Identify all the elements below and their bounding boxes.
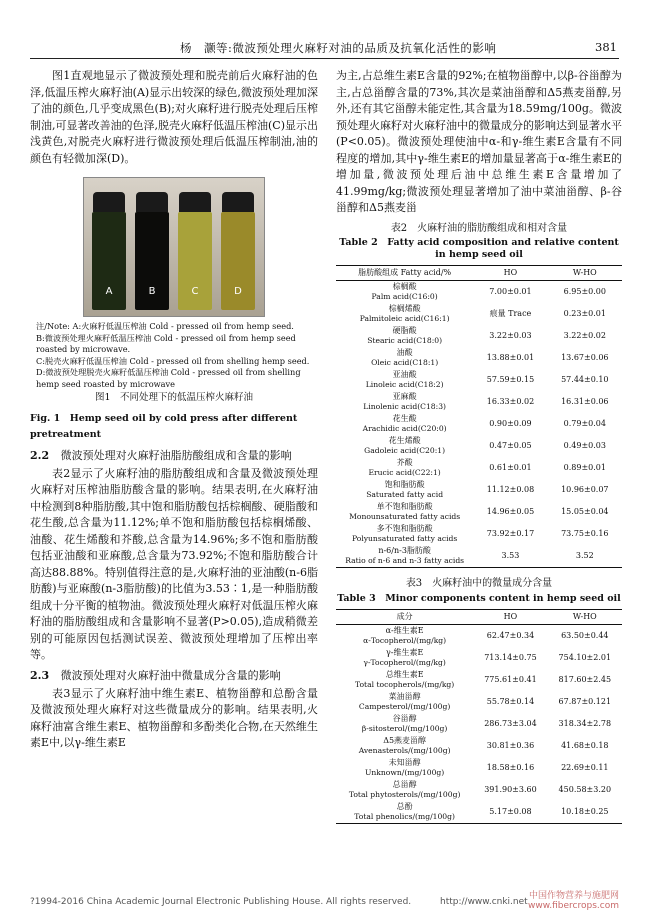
table-2-cell-who: 73.75±0.16	[561, 529, 609, 538]
table-2-row	[336, 501, 622, 523]
table-3-cell-ho: 286.73±3.04	[484, 718, 537, 728]
left-column	[30, 68, 318, 752]
table-2-name-en: Stearic acid(C18:0)	[367, 336, 443, 345]
table-2-cell-name	[336, 369, 473, 391]
table-3-cell-ho: 775.61±0.41	[484, 674, 537, 684]
table-2-cell-name	[336, 347, 473, 369]
table-3-cell-name	[336, 647, 473, 669]
table-2-name-cn: 花生酸	[392, 414, 417, 423]
table-2-cell-name	[336, 479, 473, 501]
note-prefix: 注/Note:	[36, 321, 70, 331]
table-3-name-en: Total phenolics/(mg/100g)	[354, 811, 455, 821]
table-3-name-cn: 总维生素E	[385, 669, 424, 679]
table-2-row	[336, 347, 622, 369]
right-column	[336, 68, 622, 824]
bottle-cap	[136, 192, 168, 212]
table-3-cell-ho: 5.17±0.08	[473, 801, 547, 824]
table-3-cell-name	[336, 757, 473, 779]
figure-1-caption-en: Fig. 1 Hemp seed oil by cold press after different pretreatment	[30, 412, 298, 440]
table-3-row	[336, 624, 622, 647]
table-3-name-cn: 未知甾醇	[388, 757, 421, 767]
table-3-header-who: W-HO	[548, 609, 622, 624]
table-3-title-en: Table 3 Minor components content in hemp seed oil	[337, 592, 621, 604]
note-b: B:微波预处理火麻籽低温压榨油 Cold - pressed oil from hemp seed roasted by microwave.	[36, 332, 296, 354]
table-2-cell-who: 10.96±0.07	[561, 485, 609, 494]
watermark	[528, 891, 619, 911]
table-2-cell-name	[336, 391, 473, 413]
table-2-row	[336, 457, 622, 479]
table-2-cell-ho: 14.96±0.05	[486, 507, 535, 516]
bottle-b	[135, 192, 169, 310]
bottle-a	[92, 192, 126, 310]
table-2-cell-name	[336, 281, 473, 304]
table-2-row	[336, 303, 622, 325]
table-2-name-en: Palm acid(C16:0)	[371, 292, 438, 301]
table-2-name-en: Monounsaturated fatty acids	[349, 512, 461, 521]
section-2-3-title: 微波预处理对火麻籽油中微量成分含量的影响	[60, 668, 281, 682]
table-3-cell-who: 754.10±2.01	[558, 652, 612, 662]
table-2-cell-ho: 痕量 Trace	[489, 309, 532, 318]
bottle-label: C	[191, 285, 199, 297]
table-2-cell-who: 3.22±0.02	[563, 331, 606, 340]
bottle-label: A	[105, 285, 113, 297]
running-title: 杨 灏等:微波预处理火麻籽对油的品质及抗氧化活性的影响	[180, 41, 497, 55]
table-2-header-ho: HO	[473, 266, 547, 281]
table-3-cell-ho: 55.78±0.14	[486, 696, 535, 706]
table-3-cell-name	[336, 735, 473, 757]
table-3-cell-name	[336, 669, 473, 691]
table-3-name-en: β-sitosterol/(mg/100g)	[361, 723, 448, 733]
table-2-cell-who: 15.05±0.04	[561, 507, 609, 516]
figure-1-caption-cn: 图1 不同处理下的低温压榨火麻籽油	[94, 392, 254, 403]
table-3-cell-who: 41.68±0.18	[561, 740, 609, 750]
table-3-row	[336, 691, 622, 713]
table-2-name-en: Arachidic acid(C20:0)	[362, 424, 447, 433]
table-2-cell-ho: 3.22±0.03	[489, 331, 532, 340]
table-2-name-cn: 棕榈酸	[392, 282, 417, 291]
table-2-cell-who: 0.23±0.01	[563, 309, 606, 318]
table-3-header-ho: HO	[473, 609, 547, 624]
table-3-cell-name	[336, 624, 473, 647]
bottle-label: D	[234, 285, 242, 297]
table-2-name-cn: 棕榈烯酸	[388, 304, 421, 313]
table-2-cell-who: 3.52	[548, 545, 622, 568]
table-2-name-en: Erucic acid(C22:1)	[368, 468, 441, 477]
table-2-cell-who: 6.95±0.00	[563, 287, 606, 296]
table-2-row	[336, 325, 622, 347]
section-2-2-title: 微波预处理对火麻籽油脂肪酸组成和含量的影响	[60, 448, 292, 462]
bottle-cap	[179, 192, 211, 212]
table-3-cell-ho: 713.14±0.75	[484, 652, 537, 662]
table-2-name-cn: n-6/n-3脂肪酸	[378, 546, 431, 555]
table-2-name-cn: 亚麻酸	[392, 392, 417, 401]
table-2-name-en: Linolenic acid(C18:3)	[363, 402, 446, 411]
table-2-cell-who: 13.67±0.06	[561, 353, 609, 362]
table-3-cell-ho: 62.47±0.34	[486, 630, 535, 640]
table-2-cell-ho: 0.47±0.05	[489, 441, 532, 450]
note-a: A:火麻籽低温压榨油 Cold - pressed oil from hemp seed.	[72, 321, 294, 331]
table-3-name-en: α-Tocopherol/(mg/kg)	[363, 635, 447, 645]
table-2-row	[336, 281, 622, 304]
table-2-name-en: Saturated fatty acid	[366, 490, 444, 499]
table-3-name-cn: 总酚	[396, 801, 413, 811]
table-2-name-cn: 花生烯酸	[388, 436, 421, 445]
table-2-cell-who: 16.31±0.06	[561, 397, 609, 406]
page-footer	[30, 891, 619, 911]
table-3-name-cn: 谷甾醇	[392, 713, 417, 723]
table-3-row	[336, 669, 622, 691]
table-2-cell-ho: 7.00±0.01	[489, 287, 532, 296]
right-top-paragraph: 为主,占总维生素E含量的92%;在植物甾醇中,以β-谷甾醇为主,占总甾醇含量的73%,其次是菜油甾醇和Δ5燕麦甾醇,另外,还有其它甾醇未能定性,其含量为18.59mg/100g。微波预处理火麻籽对火麻籽油中的微量成分的影响达到显著水平(P<0.05)。微波预处理使油中α-和γ-维生素E含量有不同程度的增加,其中γ-维生素E的增加量显著高于α-维生素E的增加量,微波预处理后油中总维生素E含量增加了41.99mg/kg;微波预处理显著增加了油中菜油甾醇、β-谷甾醇和Δ5燕麦甾	[336, 69, 622, 214]
table-2-name-en: Polyunsaturated fatty acids	[351, 534, 458, 543]
table-3-cell-who: 450.58±3.20	[558, 784, 612, 794]
note-d: D:微波预处理脱壳火麻籽低温压榨油 Cold - pressed oil from shelling hemp seed roasted by microwave	[36, 367, 301, 389]
bottle-c	[178, 192, 212, 310]
table-2-name-cn: 饱和脂肪酸	[384, 480, 425, 489]
table-3-name-en: Avenasterols/(mg/100g)	[358, 745, 451, 755]
bottle-cap	[222, 192, 254, 212]
watermark-cn: 中国作物营养与施肥网	[528, 891, 619, 901]
table-2-row	[336, 391, 622, 413]
table-2-cell-who: 57.44±0.10	[561, 375, 609, 384]
table-3-cell-who: 67.87±0.121	[558, 696, 612, 706]
table-2-cell-ho: 0.61±0.01	[489, 463, 532, 472]
table-2-name-cn: 多不饱和脂肪酸	[376, 524, 433, 533]
table-3-cell-name	[336, 691, 473, 713]
figure-1-notes	[36, 321, 312, 390]
table-2-cell-name	[336, 545, 473, 568]
table-3-cell-ho: 30.81±0.36	[486, 740, 535, 750]
table-2-cell-ho: 57.59±0.15	[486, 375, 535, 384]
table-2-cell-who: 0.49±0.03	[563, 441, 606, 450]
bottle-label: B	[148, 285, 156, 297]
bottle-d	[221, 192, 255, 310]
table-2-name-en: Palmitoleic acid(C16:1)	[359, 314, 450, 323]
section-2-3-heading	[30, 668, 318, 684]
table-2-row	[336, 413, 622, 435]
table-2	[336, 265, 622, 568]
table-2-cell-name	[336, 303, 473, 325]
table-3-title-cn: 表3 火麻籽油中的微量成分含量	[405, 578, 553, 589]
table-2-cell-ho: 73.92±0.17	[486, 529, 535, 538]
note-c: C:脱壳火麻籽低温压榨油 Cold - pressed oil from shelling hemp seed.	[36, 355, 310, 366]
table-3-row	[336, 735, 622, 757]
table-3-name-cn: 菜油甾醇	[388, 691, 421, 701]
table-3-name-cn: 总甾醇	[392, 779, 417, 789]
table-2-name-en: Gadoleic acid(C20:1)	[364, 446, 446, 455]
table-3-cell-ho: 18.58±0.16	[486, 762, 535, 772]
table-3-row	[336, 801, 622, 824]
table-3-cell-name	[336, 713, 473, 735]
table-2-name-cn: 油酸	[396, 348, 413, 357]
table-2-row	[336, 369, 622, 391]
table-2-title-cn: 表2 火麻籽油的脂肪酸组成和相对含量	[390, 222, 568, 234]
table-2-header-who: W-HO	[548, 266, 622, 281]
table-3-cell-who: 63.50±0.44	[561, 630, 609, 640]
table-3-row	[336, 779, 622, 801]
table-3-cell-name	[336, 779, 473, 801]
table-3-name-en: Campesterol/(mg/100g)	[358, 701, 451, 711]
figure-1-photo	[83, 177, 265, 317]
section-2-3-paragraph: 表3显示了火麻籽油中维生素E、植物甾醇和总酚含量及微波预处理火麻籽对这些微量成分的影响。结果表明,火麻籽油富含维生素E、植物甾醇和多酚类化合物,在天然维生素E中,以γ-维生素E	[30, 686, 318, 749]
table-2-cell-name	[336, 413, 473, 435]
table-2-cell-who: 0.89±0.01	[563, 463, 606, 472]
table-3-name-cn: γ-维生素E	[385, 647, 424, 657]
table-2-cell-ho: 3.53	[473, 545, 547, 568]
table-2-header-name: 脂肪酸组成 Fatty acid/%	[336, 266, 473, 281]
table-2-name-cn: 硬脂酸	[392, 326, 417, 335]
page-number: 381	[595, 40, 617, 54]
table-2-cell-name	[336, 523, 473, 545]
table-3-cell-ho: 391.90±3.60	[484, 784, 537, 794]
table-2-cell-ho: 11.12±0.08	[486, 485, 535, 494]
table-3-cell-name	[336, 801, 473, 824]
table-2-title-en: Table 2 Fatty acid composition and relative content in hemp seed oil	[339, 237, 619, 260]
table-2-name-en: Ratio of n-6 and n-3 fatty acids	[345, 556, 465, 565]
section-2-2-number: 2.2	[30, 448, 50, 462]
table-2-cell-ho: 16.33±0.02	[486, 397, 535, 406]
table-3-name-en: Total phytosterols/(mg/100g)	[348, 789, 461, 799]
table-2-cell-name	[336, 457, 473, 479]
running-header	[30, 38, 619, 59]
table-3-row	[336, 757, 622, 779]
section-2-2-paragraph: 表2显示了火麻籽油的脂肪酸组成和含量及微波预处理火麻籽对压榨油脂肪酸含量的影响。结果表明,在火麻籽油中检测到8种脂肪酸,其中饱和脂肪酸包括棕榈酸、硬脂酸和花生酸,总含量为11.12%;单不饱和脂肪酸包括棕榈烯酸、油酸、花生烯酸和芥酸,总含量为14.96%;多不饱和脂肪酸包括亚油酸和亚麻酸,总含量为73.92%;不饱和脂肪酸合计高达88.88%。特别值得注意的是,火麻籽油的亚油酸(n-6脂肪酸)与亚麻酸(n-3脂肪酸)的比值为3.53∶1,是一种脂肪酸组成十分平衡的植物油。微波预处理火麻籽对低温压榨火麻籽油的脂肪酸组成和含量影响不显著(P>0.05),造成稍微差别的可能原因包括测试误差、微波预处理增加了压榨出率等。	[30, 466, 318, 661]
table-2-row	[336, 435, 622, 457]
table-3-header-name: 成分	[336, 609, 473, 624]
table-2-cell-name	[336, 325, 473, 347]
table-2-name-cn: 芥酸	[396, 458, 413, 467]
table-3-row	[336, 647, 622, 669]
table-3-header-row	[336, 609, 622, 624]
table-3-name-en: Total tocopherols/(mg/kg)	[355, 679, 455, 689]
section-2-3-number: 2.3	[30, 668, 50, 682]
table-2-row	[336, 479, 622, 501]
copyright-notice: ?1994-2016 China Academic Journal Electronic Publishing House. All rights reserved.	[30, 897, 412, 907]
table-3-name-en: Unknown/(mg/100g)	[365, 767, 445, 777]
table-2-cell-name	[336, 435, 473, 457]
table-2-name-cn: 亚油酸	[392, 370, 417, 379]
table-3-name-cn: α-维生素E	[385, 625, 424, 635]
table-2-cell-who: 0.79±0.04	[563, 419, 606, 428]
table-2-name-en: Linoleic acid(C18:2)	[365, 380, 444, 389]
table-2-cell-ho: 13.88±0.01	[486, 353, 535, 362]
table-3-cell-who: 318.34±2.78	[558, 718, 612, 728]
watermark-url: www.fibercrops.com	[528, 901, 619, 911]
table-2-cell-name	[336, 501, 473, 523]
table-2-name-en: Oleic acid(C18:1)	[371, 358, 439, 367]
table-2-row	[336, 523, 622, 545]
table-2-cell-ho: 0.90±0.09	[489, 419, 532, 428]
table-3-cell-who: 10.18±0.25	[548, 801, 622, 824]
cnki-link[interactable]: http://www.cnki.net	[440, 897, 528, 907]
table-2-row	[336, 545, 622, 568]
table-3-row	[336, 713, 622, 735]
bottle-cap	[93, 192, 125, 212]
table-3-cell-who: 817.60±2.45	[558, 674, 612, 684]
table-2-name-cn: 单不饱和脂肪酸	[376, 502, 433, 511]
table-2-header-row	[336, 266, 622, 281]
intro-paragraph: 图1直观地显示了微波预处理和脱壳前后火麻籽油的色泽,低温压榨火麻籽油(A)显示出较深的绿色,微波预处理加深了油的颜色,几乎变成黑色(B);对火麻籽进行脱壳处理后压榨制油,可显著改善油的色泽,脱壳火麻籽低温压榨油(C)显示出浅黄色,对脱壳火麻籽进行微波预处理后低温压榨制油,油的颜色有轻微加深(D)。	[30, 69, 318, 165]
table-3-cell-who: 22.69±0.11	[561, 762, 609, 772]
table-3	[336, 609, 622, 824]
table-3-name-cn: Δ5燕麦甾醇	[383, 735, 427, 745]
table-3-name-en: γ-Tocopherol/(mg/kg)	[363, 657, 446, 667]
section-2-2-heading	[30, 448, 318, 464]
